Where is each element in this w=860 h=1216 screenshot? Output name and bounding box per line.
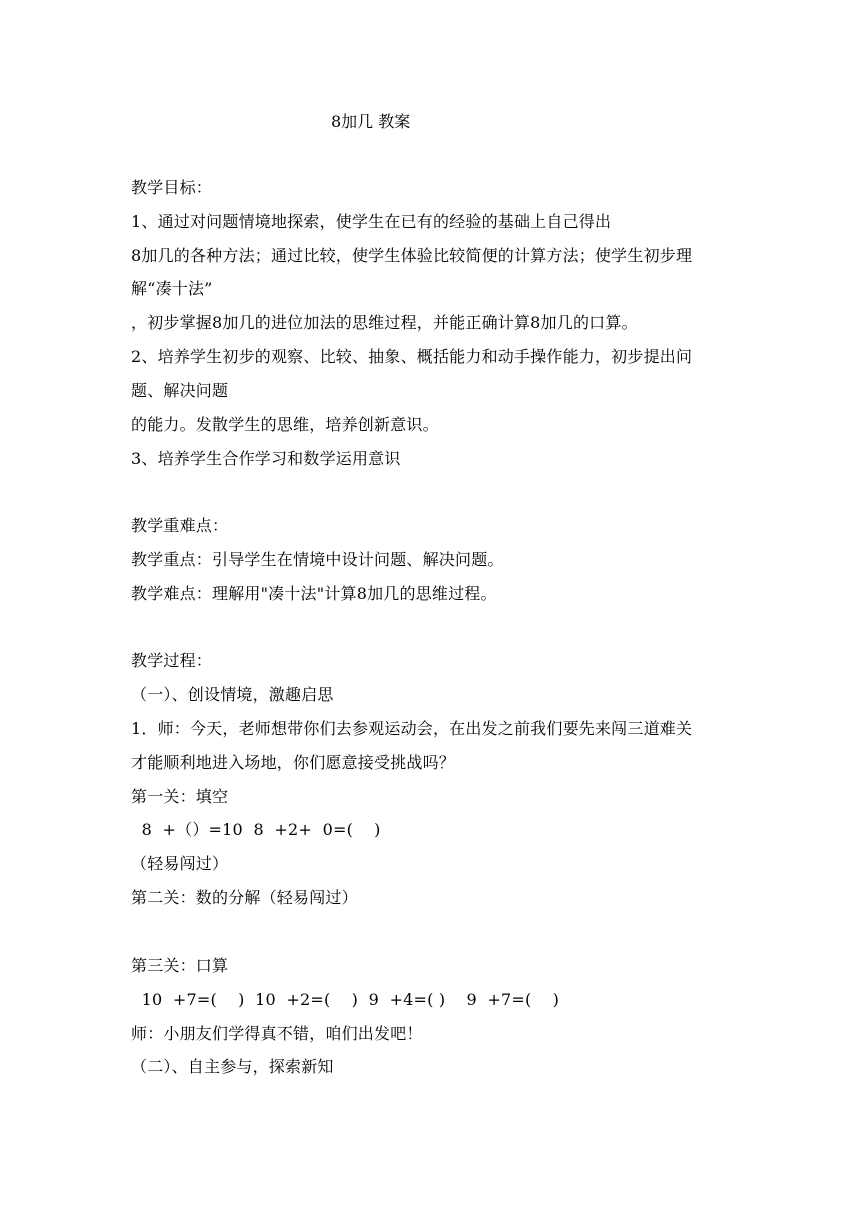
objective-line-5: 2、培养学生初步的观察、比较、抽象、概括能力和动手操作能力，初步提出问	[131, 347, 693, 366]
teacher-line-2: 师：小朋友们学得真不错，咱们出发吧！	[131, 1024, 423, 1043]
objective-line-2: 8加几的各种方法；通过比较，使学生体验比较简便的计算方法；使学生初步理	[131, 246, 693, 265]
level-3-heading: 第三关：口算	[131, 956, 229, 975]
level-2-heading: 第二关：数的分解（轻易闯过）	[131, 888, 358, 907]
level-3-exercise: 10 +7=( ) 10 +2=( ) 9 +4=( ) 9 +7=( )	[131, 990, 560, 1009]
section-2-heading: （二）、自主参与，探索新知	[131, 1057, 334, 1076]
keypoints-heading: 教学重难点：	[131, 516, 229, 535]
objective-line-4: ，初步掌握8加几的进位加法的思维过程，并能正确计算8加几的口算。	[131, 313, 638, 332]
objective-line-1: 1、通过对问题情境地探索，使学生在已有的经验的基础上自己得出	[131, 212, 612, 231]
level-1-heading: 第一关：填空	[131, 787, 229, 806]
difficult-point: 教学难点：理解用"凑十法"计算8加几的思维过程。	[131, 584, 497, 603]
objective-line-6: 题、解决问题	[131, 381, 229, 400]
objectives-heading: 教学目标：	[131, 178, 213, 197]
level-1-exercise: 8 +（）=10 8 +2+ 0=( )	[131, 820, 381, 839]
process-heading: 教学过程：	[131, 651, 213, 670]
teacher-line-1b: 才能顺利地进入场地，你们愿意接受挑战吗？	[131, 753, 456, 772]
section-1-heading: （一）、创设情境，激趣启思	[131, 685, 334, 704]
document-title: 8加几 教案	[331, 112, 411, 131]
teacher-line-1a: 1．师：今天，老师想带你们去参观运动会，在出发之前我们要先来闯三道难关	[131, 719, 693, 738]
key-point: 教学重点：引导学生在情境中设计问题、解决问题。	[131, 550, 504, 569]
objective-line-7: 的能力。发散学生的思维，培养创新意识。	[131, 415, 439, 434]
level-1-note: （轻易闯过）	[131, 854, 229, 873]
objective-line-8: 3、培养学生合作学习和数学运用意识	[131, 449, 401, 468]
objective-line-3: 解“凑十法”	[131, 279, 213, 298]
